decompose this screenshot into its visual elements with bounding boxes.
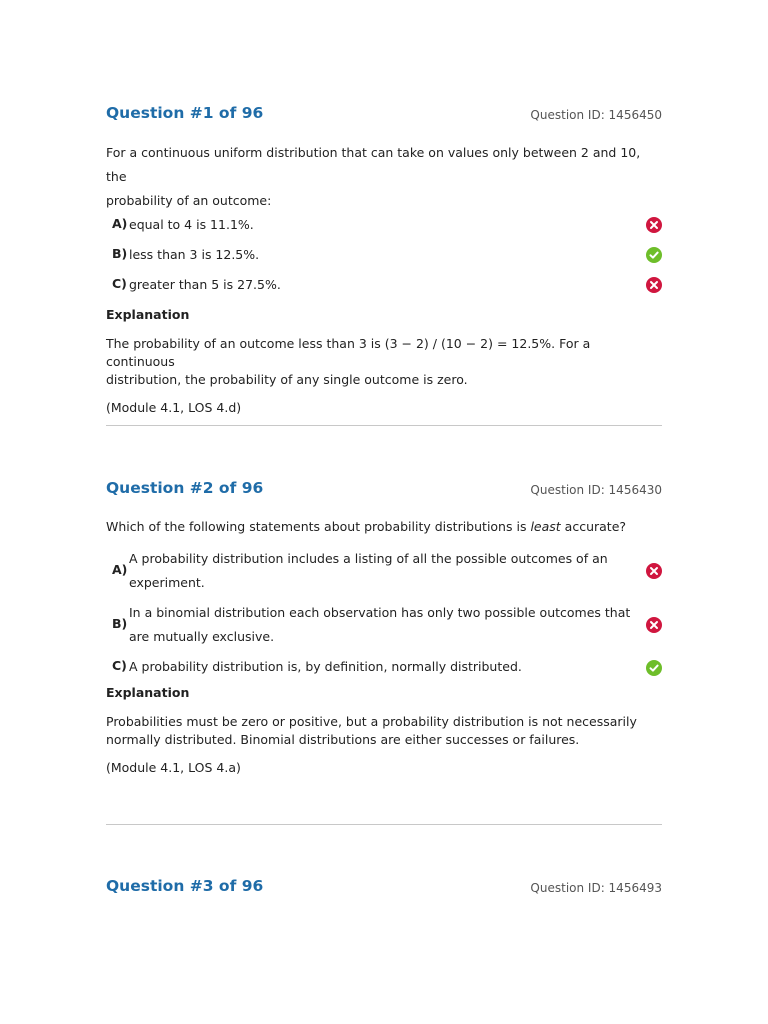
option-text: A probability distribution is, by definition, normally distributed.: [129, 659, 522, 674]
question-2: [106, 479, 662, 775]
question-header: [106, 479, 662, 503]
option-letter: B): [112, 246, 128, 261]
check-circle-icon: [646, 660, 662, 676]
question-id: Question ID: 1456430: [530, 483, 662, 497]
option-text: less than 3 is 12.5%.: [129, 247, 260, 262]
option-letter: A): [112, 562, 128, 577]
x-circle-icon: [646, 563, 662, 579]
divider: [106, 824, 662, 825]
option-text: greater than 5 is 27.5%.: [129, 277, 281, 292]
explanation-text: [106, 713, 662, 749]
question-stem: [106, 141, 662, 213]
question-header: [106, 877, 662, 901]
option-letter: C): [112, 276, 127, 291]
explanation-line: The probability of an outcome less than 3 is (3 − 2) / (10 − 2) = 12.5%. For a continuous: [106, 336, 591, 369]
option-c: [106, 273, 662, 297]
option-letter: A): [112, 216, 128, 231]
explanation-text: [106, 335, 662, 389]
answer-options: [106, 547, 662, 679]
option-text: equal to 4 is 11.1%.: [129, 217, 254, 232]
option-text-line: In a binomial distribution each observation has only two possible outcomes that: [129, 605, 631, 620]
option-text-line: are mutually exclusive.: [129, 629, 275, 644]
option-b: [106, 601, 662, 649]
explanation-line: normally distributed. Binomial distributions are either successes or failures.: [106, 732, 580, 747]
module-reference: (Module 4.1, LOS 4.d): [106, 400, 242, 415]
stem-line: probability of an outcome:: [106, 193, 272, 208]
explanation-heading: Explanation: [106, 685, 190, 700]
question-stem: [106, 515, 662, 539]
option-a: [106, 547, 662, 595]
stem-emphasis: least: [530, 519, 561, 534]
stem-text: accurate?: [560, 519, 627, 534]
explanation-line: Probabilities must be zero or positive, but a probability distribution is not necessarily: [106, 714, 637, 729]
question-id: Question ID: 1456450: [530, 108, 662, 122]
stem-text: Which of the following statements about probability distributions is: [106, 519, 531, 534]
question-3: [106, 877, 662, 901]
explanation-heading: Explanation: [106, 307, 190, 322]
option-text-line: experiment.: [129, 575, 205, 590]
option-text-line: A probability distribution includes a listing of all the possible outcomes of an: [129, 551, 608, 566]
option-letter: C): [112, 658, 127, 673]
x-circle-icon: [646, 277, 662, 293]
option-text: [129, 547, 636, 595]
question-title: Question #3 of 96: [106, 877, 264, 895]
option-letter: B): [112, 616, 128, 631]
x-circle-icon: [646, 617, 662, 633]
question-header: [106, 104, 662, 128]
module-reference: (Module 4.1, LOS 4.a): [106, 760, 241, 775]
answer-options: [106, 213, 662, 303]
option-text: [129, 601, 636, 649]
question-1: [106, 104, 662, 415]
check-circle-icon: [646, 247, 662, 263]
question-title: Question #2 of 96: [106, 479, 264, 497]
stem-line: For a continuous uniform distribution that can take on values only between 2 and 10, the: [106, 145, 641, 184]
option-b: [106, 243, 662, 267]
option-a: [106, 213, 662, 237]
question-id: Question ID: 1456493: [530, 881, 662, 895]
question-title: Question #1 of 96: [106, 104, 264, 122]
divider: [106, 425, 662, 426]
explanation-line: distribution, the probability of any single outcome is zero.: [106, 372, 468, 387]
option-c: [106, 655, 662, 679]
x-circle-icon: [646, 217, 662, 233]
